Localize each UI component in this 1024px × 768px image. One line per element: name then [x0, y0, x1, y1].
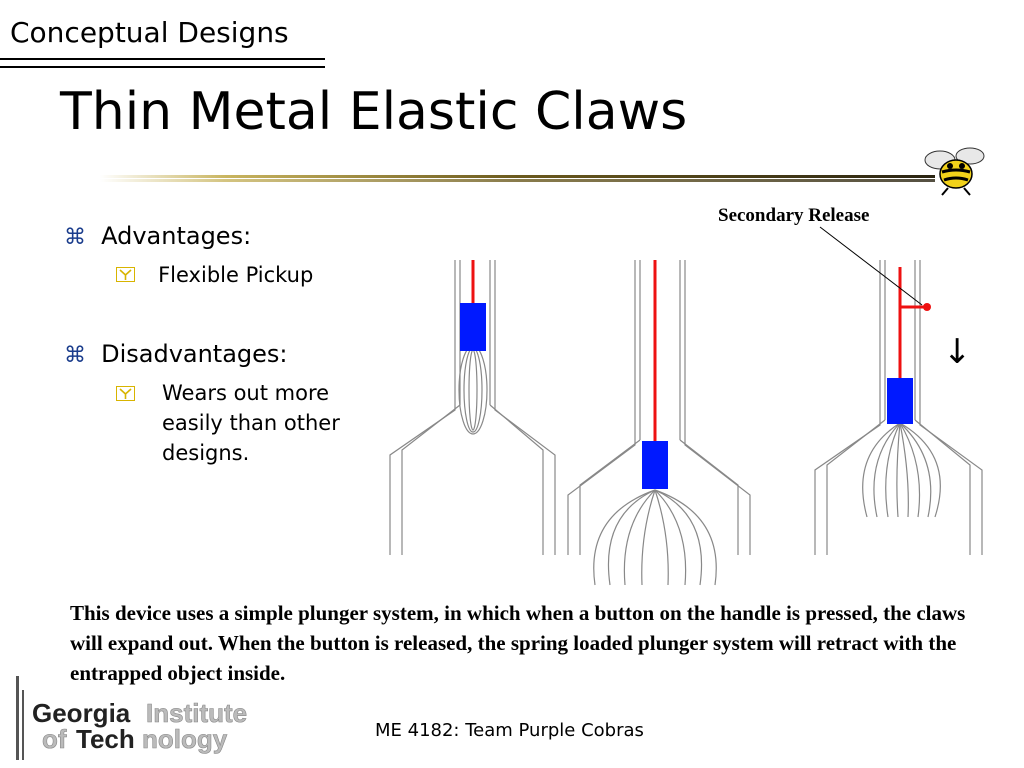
down-arrow-icon: ↓	[943, 332, 972, 372]
svg-text:of: of	[42, 724, 67, 754]
bullet-icon: ⌘	[64, 225, 86, 250]
yellow-jacket-icon	[920, 142, 992, 197]
advantages-heading: Advantages:	[101, 222, 252, 250]
footer-text: ME 4182: Team Purple Cobras	[375, 720, 644, 741]
plunger-block	[642, 441, 668, 489]
release-button	[923, 303, 931, 311]
label-pointer	[820, 227, 922, 305]
sub-bullet-wears-out	[116, 378, 366, 468]
svg-text:Georgia: Georgia	[32, 698, 131, 728]
georgia-tech-logo	[14, 674, 274, 764]
sub-bullet-icon	[116, 386, 135, 401]
sub-bullet-flexible	[116, 260, 313, 290]
header-rule-top	[0, 58, 325, 60]
claw-diagram	[370, 195, 1010, 590]
disadvantages-heading: Disadvantages:	[101, 340, 288, 368]
bullet-advantages	[64, 222, 251, 250]
advantage-item: Flexible Pickup	[158, 263, 314, 287]
slide-title: Thin Metal Elastic Claws	[60, 82, 688, 142]
claw-expanded	[568, 260, 750, 585]
svg-text:Tech: Tech	[76, 724, 135, 754]
title-divider	[100, 175, 935, 183]
header-rule-bottom	[0, 66, 325, 68]
svg-text:nology: nology	[142, 724, 228, 754]
disadvantage-item: Wears out more easily than other designs.	[162, 381, 340, 465]
plunger-block	[460, 303, 486, 351]
section-label: Conceptual Designs	[10, 16, 289, 49]
bullet-disadvantages	[64, 340, 288, 368]
sub-bullet-icon	[116, 267, 135, 282]
description-text: This device uses a simple plunger system, in which when a button on the handle is pressed, the claws will expand out. When the button is released, the spring loaded plunger system will retract with the entrapped object inside.	[70, 601, 966, 685]
secondary-release-label: Secondary Release	[718, 205, 870, 226]
plunger-block	[887, 378, 913, 424]
bullet-icon: ⌘	[64, 343, 86, 368]
svg-text:Institute: Institute	[146, 698, 248, 728]
